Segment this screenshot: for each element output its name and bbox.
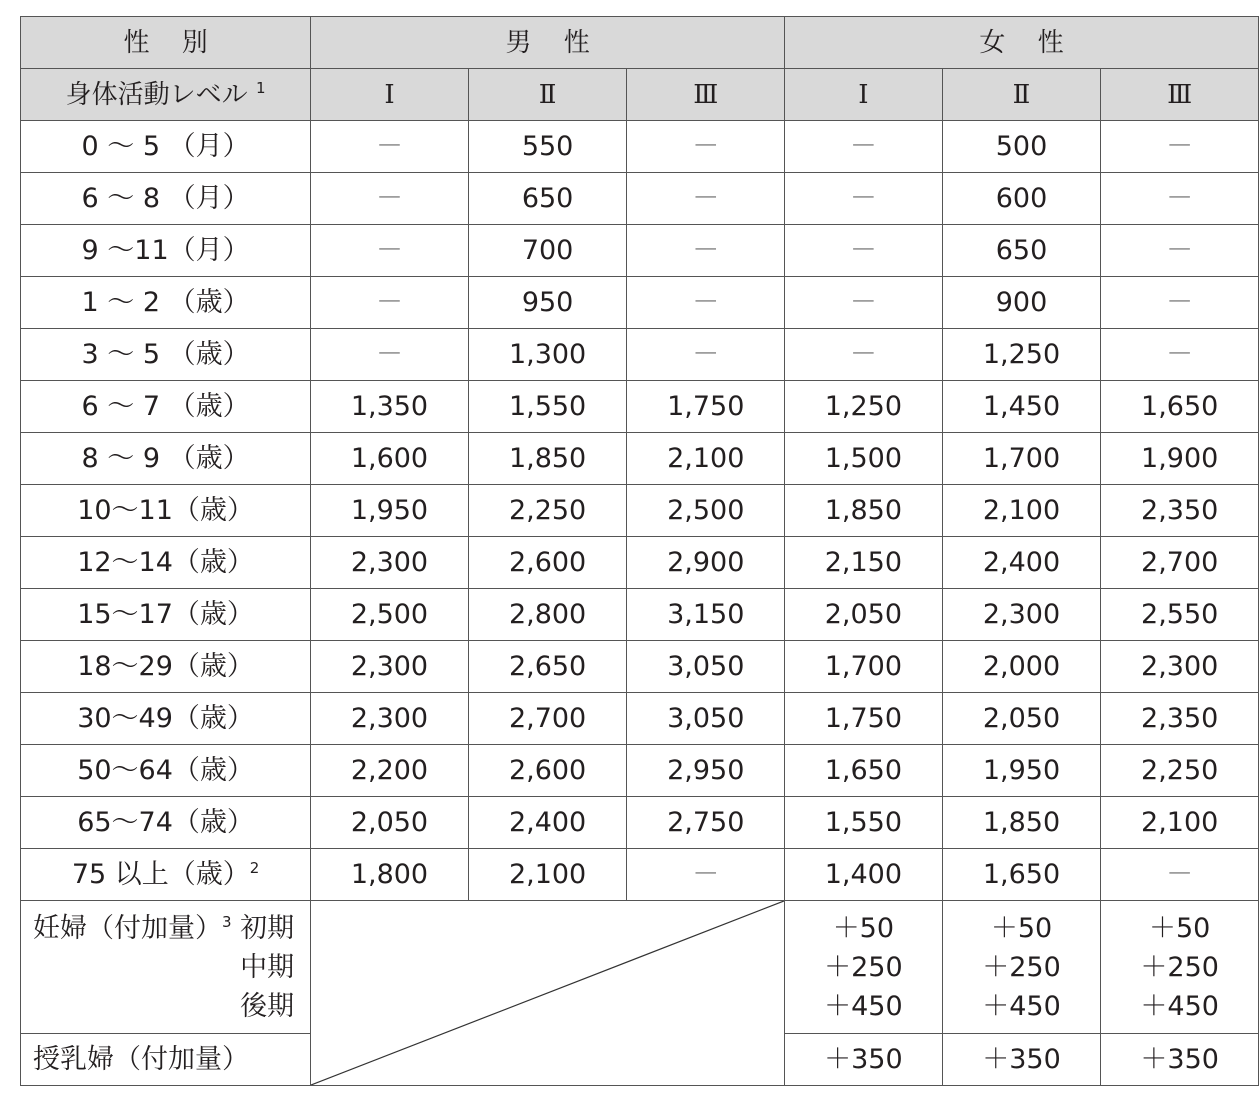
pregnant-row <box>21 901 1259 1034</box>
male-level-1-value: － <box>311 121 469 173</box>
male-level-1-value: 2,300 <box>311 641 469 693</box>
male-level-3-value: 2,500 <box>627 485 785 537</box>
male-level-3-value: 2,950 <box>627 745 785 797</box>
male-level-1-value: － <box>311 277 469 329</box>
table-row <box>21 797 1259 849</box>
male-level-1-value: 2,050 <box>311 797 469 849</box>
male-level-3-value: 2,900 <box>627 537 785 589</box>
age-group-label: 10～11（歳） <box>21 485 311 537</box>
female-level-3-value: 2,100 <box>1101 797 1259 849</box>
male-level-3-value: － <box>627 849 785 901</box>
female-level-3-value: － <box>1101 849 1259 901</box>
age-group-label: 0 ～ 5 （月） <box>21 121 311 173</box>
age-group-label: 6 ～ 8 （月） <box>21 173 311 225</box>
lactating-female-level-2: ＋350 <box>942 1034 1101 1086</box>
female-level-1-value: 1,500 <box>785 433 943 485</box>
female-level-3-value: 2,550 <box>1101 589 1259 641</box>
lactating-label: 授乳婦（付加量） <box>21 1034 311 1086</box>
female-level-3-value: 2,700 <box>1101 537 1259 589</box>
female-level-2-value: 1,950 <box>942 745 1101 797</box>
age-group-label: 30～49（歳） <box>21 693 311 745</box>
male-level-1-value: 2,200 <box>311 745 469 797</box>
table-row <box>21 485 1259 537</box>
pregnant-label: 妊婦（付加量） <box>33 912 222 944</box>
male-header: 男 性 <box>311 17 785 69</box>
male-level-2-value: 700 <box>468 225 627 277</box>
female-level-1-value: － <box>785 277 943 329</box>
male-level-1-value: 1,350 <box>311 381 469 433</box>
female-level-3-value: － <box>1101 121 1259 173</box>
male-level-2-value: 2,700 <box>468 693 627 745</box>
male-level-1-value: 1,950 <box>311 485 469 537</box>
female-level-1-value: － <box>785 173 943 225</box>
female-level-2-value: 650 <box>942 225 1101 277</box>
female-level-2-value: 600 <box>942 173 1101 225</box>
female-level-1-value: 2,050 <box>785 589 943 641</box>
female-level-3-value: － <box>1101 329 1259 381</box>
header-row-activity <box>21 69 1259 121</box>
table-row <box>21 225 1259 277</box>
female-level-3-value: － <box>1101 225 1259 277</box>
male-level-3-value: 3,050 <box>627 693 785 745</box>
table-row <box>21 745 1259 797</box>
sex-header: 性 別 <box>21 17 311 69</box>
table-row <box>21 537 1259 589</box>
female-level-3-value: － <box>1101 173 1259 225</box>
female-level-2-value: 2,000 <box>942 641 1101 693</box>
female-level-2-value: 1,700 <box>942 433 1101 485</box>
table-row <box>21 121 1259 173</box>
male-level-1-value: － <box>311 329 469 381</box>
male-level-2-value: 2,600 <box>468 537 627 589</box>
female-level-2-value: 1,850 <box>942 797 1101 849</box>
male-level-3-value: － <box>627 173 785 225</box>
female-level-2-value: 2,050 <box>942 693 1101 745</box>
female-level-2-value: 2,300 <box>942 589 1101 641</box>
female-level-1-value: － <box>785 225 943 277</box>
male-level-2-value: 2,600 <box>468 745 627 797</box>
pregnant-label-cell: 妊婦（付加量）$^3$ 初期 中期 後期 <box>21 901 311 1034</box>
diagonal-line <box>311 901 784 1085</box>
male-level-3-value: 2,750 <box>627 797 785 849</box>
female-level-1-value: 1,750 <box>785 693 943 745</box>
male-level-2-value: 2,100 <box>468 849 627 901</box>
male-level-2-value: 2,400 <box>468 797 627 849</box>
male-level-1-value: 2,300 <box>311 537 469 589</box>
age-group-label: 12～14（歳） <box>21 537 311 589</box>
age-group-label: 50～64（歳） <box>21 745 311 797</box>
female-level-3: Ⅲ <box>1101 69 1259 121</box>
age-group-label: 75 以上（歳）$^2$ <box>21 849 311 901</box>
male-level-3-value: － <box>627 329 785 381</box>
male-level-2-value: 950 <box>468 277 627 329</box>
age-group-label: 15～17（歳） <box>21 589 311 641</box>
male-level-1-value: － <box>311 173 469 225</box>
male-level-2-value: 2,650 <box>468 641 627 693</box>
female-header: 女 性 <box>785 17 1259 69</box>
male-level-1-value: 2,300 <box>311 693 469 745</box>
male-level-2-value: 2,800 <box>468 589 627 641</box>
table-row <box>21 173 1259 225</box>
female-level-2-value: 2,400 <box>942 537 1101 589</box>
male-level-2-value: 1,850 <box>468 433 627 485</box>
female-level-1-value: － <box>785 121 943 173</box>
age-group-label: 18～29（歳） <box>21 641 311 693</box>
female-level-1-value: 1,400 <box>785 849 943 901</box>
header-row-sex <box>21 17 1259 69</box>
male-level-2-value: 550 <box>468 121 627 173</box>
male-level-1-value: 1,800 <box>311 849 469 901</box>
female-level-1-value: 1,850 <box>785 485 943 537</box>
male-level-2-value: 1,300 <box>468 329 627 381</box>
female-level-1-value: 1,550 <box>785 797 943 849</box>
lactating-female-level-3: ＋350 <box>1101 1034 1259 1086</box>
age-group-label: 65～74（歳） <box>21 797 311 849</box>
female-level-2: Ⅱ <box>942 69 1101 121</box>
age-group-label: 8 ～ 9 （歳） <box>21 433 311 485</box>
stage-late: 後期 <box>240 990 295 1022</box>
female-level-2-value: 500 <box>942 121 1101 173</box>
female-level-2-value: 1,650 <box>942 849 1101 901</box>
pregnant-female-level-2: ＋50 ＋250 ＋450 <box>942 901 1101 1034</box>
table-row <box>21 381 1259 433</box>
female-level-3-value: － <box>1101 277 1259 329</box>
table-row <box>21 641 1259 693</box>
age-group-label: 9 ～11（月） <box>21 225 311 277</box>
table-row <box>21 329 1259 381</box>
male-level-1-value: 2,500 <box>311 589 469 641</box>
male-level-3-value: 3,050 <box>627 641 785 693</box>
table-row <box>21 277 1259 329</box>
female-level-1-value: － <box>785 329 943 381</box>
male-level-2-value: 2,250 <box>468 485 627 537</box>
female-level-2-value: 900 <box>942 277 1101 329</box>
age-group-label: 1 ～ 2 （歳） <box>21 277 311 329</box>
male-level-3-value: － <box>627 121 785 173</box>
male-level-1-value: 1,600 <box>311 433 469 485</box>
male-not-applicable-cell <box>311 901 785 1086</box>
female-level-2-value: 1,250 <box>942 329 1101 381</box>
female-level-1-value: 1,700 <box>785 641 943 693</box>
pregnant-female-level-1: ＋50 ＋250 ＋450 <box>785 901 943 1034</box>
female-level-1-value: 1,250 <box>785 381 943 433</box>
male-level-3-value: 2,100 <box>627 433 785 485</box>
male-level-2-value: 650 <box>468 173 627 225</box>
stage-mid: 中期 <box>240 951 295 983</box>
male-level-3-value: － <box>627 277 785 329</box>
female-level-3-value: 2,350 <box>1101 693 1259 745</box>
female-level-1-value: 1,650 <box>785 745 943 797</box>
female-level-3-value: 1,650 <box>1101 381 1259 433</box>
table-row <box>21 589 1259 641</box>
male-level-3-value: － <box>627 225 785 277</box>
female-level-3-value: 1,900 <box>1101 433 1259 485</box>
male-level-3: Ⅲ <box>627 69 785 121</box>
male-level-1-value: － <box>311 225 469 277</box>
male-level-3-value: 3,150 <box>627 589 785 641</box>
female-level-2-value: 2,100 <box>942 485 1101 537</box>
age-group-label: 6 ～ 7 （歳） <box>21 381 311 433</box>
female-level-3-value: 2,350 <box>1101 485 1259 537</box>
female-level-3-value: 2,300 <box>1101 641 1259 693</box>
energy-requirements-table <box>20 16 1259 1086</box>
age-group-label: 3 ～ 5 （歳） <box>21 329 311 381</box>
female-level-2-value: 1,450 <box>942 381 1101 433</box>
female-level-1: Ⅰ <box>785 69 943 121</box>
table-row <box>21 433 1259 485</box>
table-row <box>21 849 1259 901</box>
table-row <box>21 693 1259 745</box>
stage-early: 初期 <box>240 912 295 944</box>
male-level-2: Ⅱ <box>468 69 627 121</box>
female-level-1-value: 2,150 <box>785 537 943 589</box>
activity-level-header: 身体活動レベル $^1$ <box>21 69 311 121</box>
male-level-3-value: 1,750 <box>627 381 785 433</box>
lactating-female-level-1: ＋350 <box>785 1034 943 1086</box>
female-level-3-value: 2,250 <box>1101 745 1259 797</box>
pregnant-female-level-3: ＋50 ＋250 ＋450 <box>1101 901 1259 1034</box>
male-level-2-value: 1,550 <box>468 381 627 433</box>
male-level-1: Ⅰ <box>311 69 469 121</box>
